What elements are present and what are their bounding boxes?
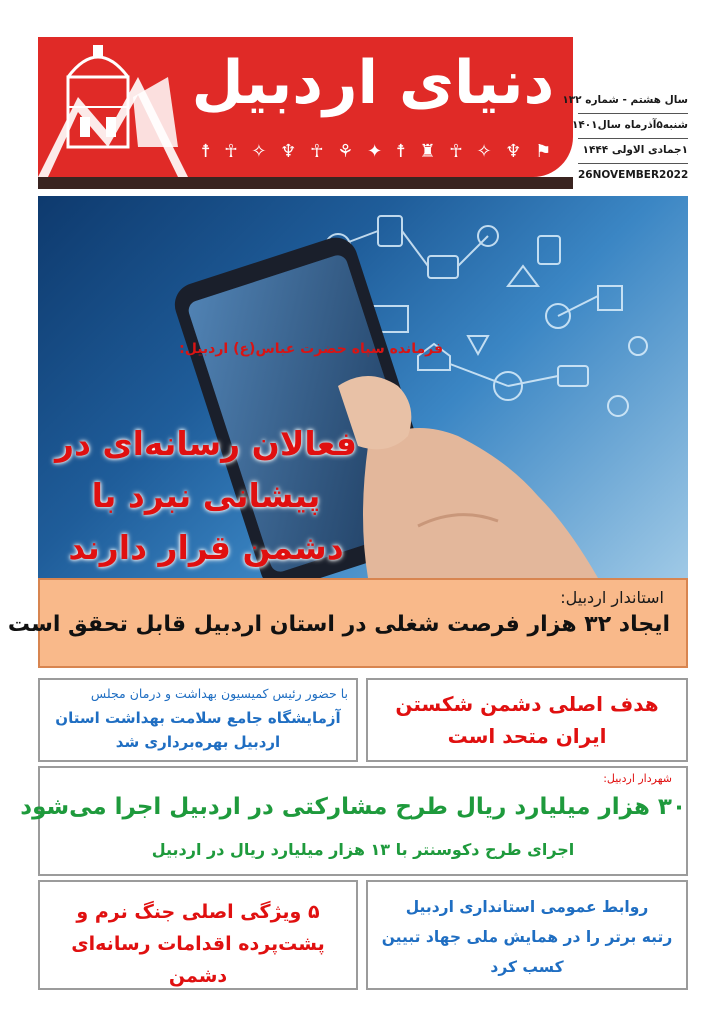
hero-subtitle: فرمانده سپاه حضرت عباس(ع) اردبیل: — [179, 341, 443, 357]
masthead — [38, 37, 688, 189]
lab-kicker: با حضور رئیس کمیسیون بهداشت و درمان مجلس — [90, 686, 348, 701]
public-relations-story[interactable] — [366, 880, 688, 990]
masthead-title: دنیای اردبیل — [191, 48, 555, 118]
enemy-headline: هدف اصلی دشمن شکستن ایران متحد است — [395, 692, 659, 748]
figure-icon: ☨ ☥ ✧ ♆ ☥ ⚘ ✦ ☨ ♜ ☥ ✧ ♆ ⚑ — [200, 141, 556, 162]
soft-war-headline: ۵ ویژگی اصلی جنگ نرم و پشت‌پرده اقدامات رسانه‌ای دشمن — [71, 901, 325, 987]
lab-story[interactable] — [38, 678, 358, 762]
governor-headline: ایجاد ۳۲ هزار فرصت شغلی در استان اردبیل قابل تحقق است — [7, 612, 670, 637]
mayor-headline: ۳۰ هزار میلیارد ریال طرح مشارکتی در اردبیل اجرا می‌شود — [20, 794, 686, 820]
masthead-dark-strip — [38, 177, 573, 189]
governor-kicker: استاندار اردبیل: — [560, 588, 664, 607]
governor-story[interactable] — [7, 578, 688, 668]
public-relations-body: رتبه برتر را در همایش ملی جهاد تبیین کسب کرد — [381, 928, 673, 976]
soft-war-story[interactable] — [38, 880, 358, 990]
issue-line: سال هشتم - شماره ۱۳۲ — [578, 89, 688, 114]
hero-photo — [38, 196, 688, 578]
city-emblem-icon — [38, 37, 188, 177]
public-relations-headline — [368, 892, 686, 982]
date-persian: شنبه۵آذرماه سال۱۴۰۱ — [578, 114, 688, 139]
public-relations-kicker: روابط عمومی استانداری اردبیل — [405, 898, 649, 916]
hero-headline: فعالان رسانه‌ای در پیشانی نبرد با دشمن قرار دارند — [54, 424, 358, 567]
issue-info — [562, 89, 689, 188]
lab-headline: آزمایشگاه جامع سلامت بهداشت استان اردبیل بهره‌برداری شد — [55, 709, 341, 751]
mayor-subheadline: اجرای طرح دکوسنتر با ۱۳ هزار میلیارد ریال در اردبیل — [151, 840, 575, 859]
mayor-story[interactable] — [20, 766, 688, 876]
enemy-story[interactable] — [366, 678, 688, 762]
date-hijri: ۱جمادی الاولی ۱۴۴۴ — [578, 139, 688, 164]
date-gregorian: 26NOVEMBER2022 — [578, 169, 689, 181]
masthead-pictogram-strip — [188, 137, 568, 167]
mayor-kicker: شهردار اردبیل: — [603, 772, 672, 785]
